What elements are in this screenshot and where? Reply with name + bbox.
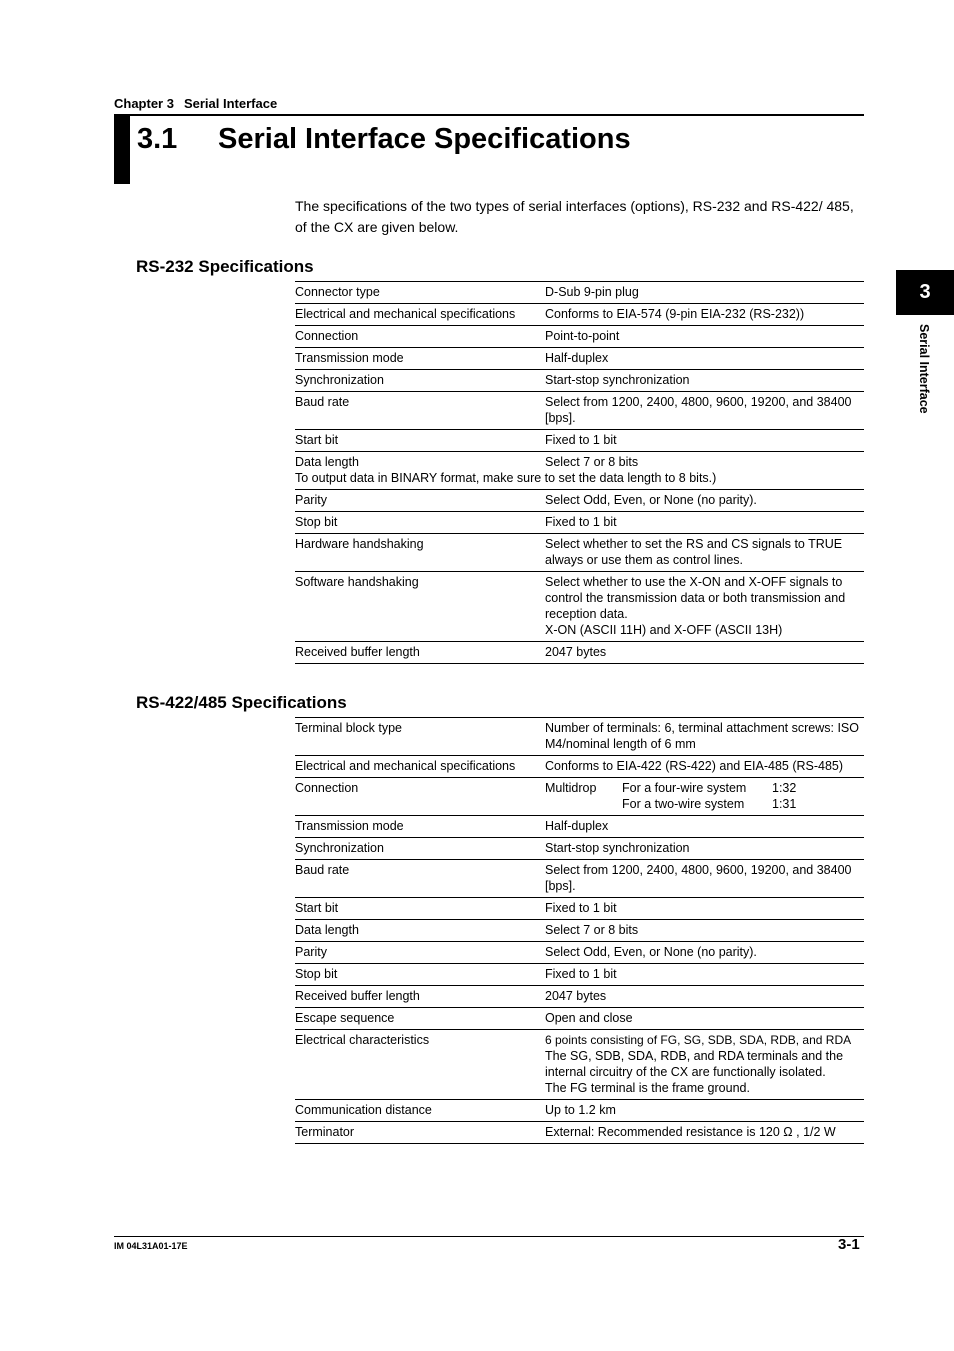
spec-key: Software handshaking <box>295 572 545 642</box>
spec-value: Select 7 or 8 bits <box>545 920 864 942</box>
spec-value: Fixed to 1 bit <box>545 964 864 986</box>
spec-value: Select 7 or 8 bits <box>545 455 639 469</box>
table-row <box>295 964 864 986</box>
table-row <box>295 1008 864 1030</box>
table-row <box>295 860 864 898</box>
spec-value: External: Recommended resistance is 120 Ω , 1/2 W <box>545 1122 864 1144</box>
spec-key: Received buffer length <box>295 642 545 664</box>
spec-value: Multidrop <box>545 781 597 795</box>
intro-paragraph: The specifications of the two types of serial interfaces (options), RS-232 and RS-422/ 485, of the CX are given below. <box>295 198 854 235</box>
spec-value: 2047 bytes <box>545 986 864 1008</box>
rs422-heading: RS-422/485 Specifications <box>136 693 347 712</box>
rs232-heading: RS-232 Specifications <box>136 257 314 276</box>
chapter-title: Serial Interface <box>183 96 278 111</box>
spec-value: Select Odd, Even, or None (no parity). <box>545 942 864 964</box>
spec-key: Connector type <box>295 282 545 304</box>
spec-value: Fixed to 1 bit <box>545 430 864 452</box>
table-row <box>295 816 864 838</box>
spec-key: Electrical characteristics <box>295 1030 545 1100</box>
spec-key: Synchronization <box>295 838 545 860</box>
spec-note: To output data in BINARY format, make sure to set the data length to 8 bits.) <box>295 471 717 485</box>
table-row <box>295 986 864 1008</box>
spec-key: Connection <box>295 326 545 348</box>
spec-key: Transmission mode <box>295 348 545 370</box>
spec-value: D-Sub 9-pin plug <box>545 282 864 304</box>
connection-option-label: For a four-wire system <box>622 781 747 795</box>
spec-key: Baud rate <box>295 392 545 430</box>
table-row <box>295 838 864 860</box>
spec-value: Select from 1200, 2400, 4800, 9600, 19200, and 38400 [bps]. <box>545 392 864 430</box>
spec-key: Stop bit <box>295 964 545 986</box>
spec-key: Hardware handshaking <box>295 534 545 572</box>
spec-value: Fixed to 1 bit <box>545 898 864 920</box>
spec-key: Stop bit <box>295 512 545 534</box>
table-row <box>295 534 864 572</box>
rs422-spec-table <box>295 717 864 1144</box>
section-bar <box>114 116 130 184</box>
section-title <box>137 123 631 156</box>
spec-key: Terminal block type <box>295 718 545 756</box>
spec-value: Fixed to 1 bit <box>545 512 864 534</box>
table-row <box>295 348 864 370</box>
spec-value: Start-stop synchronization <box>545 838 864 860</box>
chapter-tab-number: 3 <box>896 270 954 315</box>
spec-value: Conforms to EIA-422 (RS-422) and EIA-485 (RS-485) <box>545 756 864 778</box>
spec-value-line3: The FG terminal is the frame ground. <box>545 1081 750 1095</box>
spec-key: Synchronization <box>295 370 545 392</box>
spec-key: Communication distance <box>295 1100 545 1122</box>
spec-value: Conforms to EIA-574 (9-pin EIA-232 (RS-232)) <box>545 304 864 326</box>
table-row <box>295 756 864 778</box>
spec-value: Open and close <box>545 1008 864 1030</box>
table-row <box>295 326 864 348</box>
table-row <box>295 1100 864 1122</box>
table-row <box>295 718 864 756</box>
spec-value: Select whether to set the RS and CS signals to TRUE always or use them as control lines. <box>545 534 864 572</box>
spec-key: Electrical and mechanical specifications <box>295 756 545 778</box>
table-row <box>295 778 864 816</box>
spec-key: Terminator <box>295 1122 545 1144</box>
table-row <box>295 370 864 392</box>
table-row <box>295 512 864 534</box>
spec-key: Data length <box>295 455 359 469</box>
connection-option-ratio: 1:31 <box>772 797 797 811</box>
spec-value-line2: The SG, SDB, SDA, RDB, and RDA terminals and the internal circuitry of the CX are functionally isolated. <box>545 1049 844 1079</box>
table-row <box>295 452 864 490</box>
connection-option-label: For a two-wire system <box>622 797 745 811</box>
spec-key: Escape sequence <box>295 1008 545 1030</box>
table-row <box>295 430 864 452</box>
spec-key: Received buffer length <box>295 986 545 1008</box>
section-number: 3.1 <box>137 123 178 155</box>
table-row <box>295 898 864 920</box>
chapter-tab-label: Serial Interface <box>917 324 931 414</box>
spec-value: Select from 1200, 2400, 4800, 9600, 19200, and 38400 [bps]. <box>545 860 864 898</box>
table-row <box>295 942 864 964</box>
footer-page-number: 3-1 <box>838 1236 860 1253</box>
spec-key: Start bit <box>295 430 545 452</box>
table-row <box>295 490 864 512</box>
footer-rule <box>114 1236 864 1237</box>
spec-value: Up to 1.2 km <box>545 1100 864 1122</box>
spec-value: Select Odd, Even, or None (no parity). <box>545 490 864 512</box>
chapter-rule <box>114 114 864 116</box>
spec-value: Point-to-point <box>545 326 864 348</box>
spec-value: Half-duplex <box>545 816 864 838</box>
rs232-spec-table <box>295 281 864 664</box>
table-row <box>295 642 864 664</box>
spec-key: Electrical and mechanical specifications <box>295 304 545 326</box>
spec-key: Baud rate <box>295 860 545 898</box>
spec-value: Select whether to use the X-ON and X-OFF signals to control the transmission data or both transmission and reception data. <box>545 575 846 621</box>
connection-option-ratio: 1:32 <box>772 781 797 795</box>
spec-value: Number of terminals: 6, terminal attachment screws: ISO M4/nominal length of 6 mm <box>545 718 864 756</box>
spec-key: Parity <box>295 490 545 512</box>
table-row <box>295 392 864 430</box>
spec-value: 2047 bytes <box>545 642 864 664</box>
table-row <box>295 304 864 326</box>
spec-key: Connection <box>295 778 545 816</box>
table-row <box>295 920 864 942</box>
table-row <box>295 1122 864 1144</box>
spec-key: Transmission mode <box>295 816 545 838</box>
spec-value: Half-duplex <box>545 348 864 370</box>
table-row <box>295 1030 864 1100</box>
spec-key: Parity <box>295 942 545 964</box>
spec-row-data-length <box>295 452 864 490</box>
spec-value: 6 points consisting of FG, SG, SDB, SDA, RDB, and RDA <box>545 1033 852 1047</box>
spec-value: Start-stop synchronization <box>545 370 864 392</box>
spec-value-line2: X-ON (ASCII 11H) and X-OFF (ASCII 13H) <box>545 623 783 637</box>
table-row <box>295 282 864 304</box>
spec-key: Data length <box>295 920 545 942</box>
spec-key: Start bit <box>295 898 545 920</box>
chapter-label: Chapter 3 <box>114 96 174 111</box>
footer-doc-id: IM 04L31A01-17E <box>114 1241 188 1251</box>
chapter-header <box>114 96 277 111</box>
table-row <box>295 572 864 642</box>
section-title-text: Serial Interface Specifications <box>218 123 631 155</box>
